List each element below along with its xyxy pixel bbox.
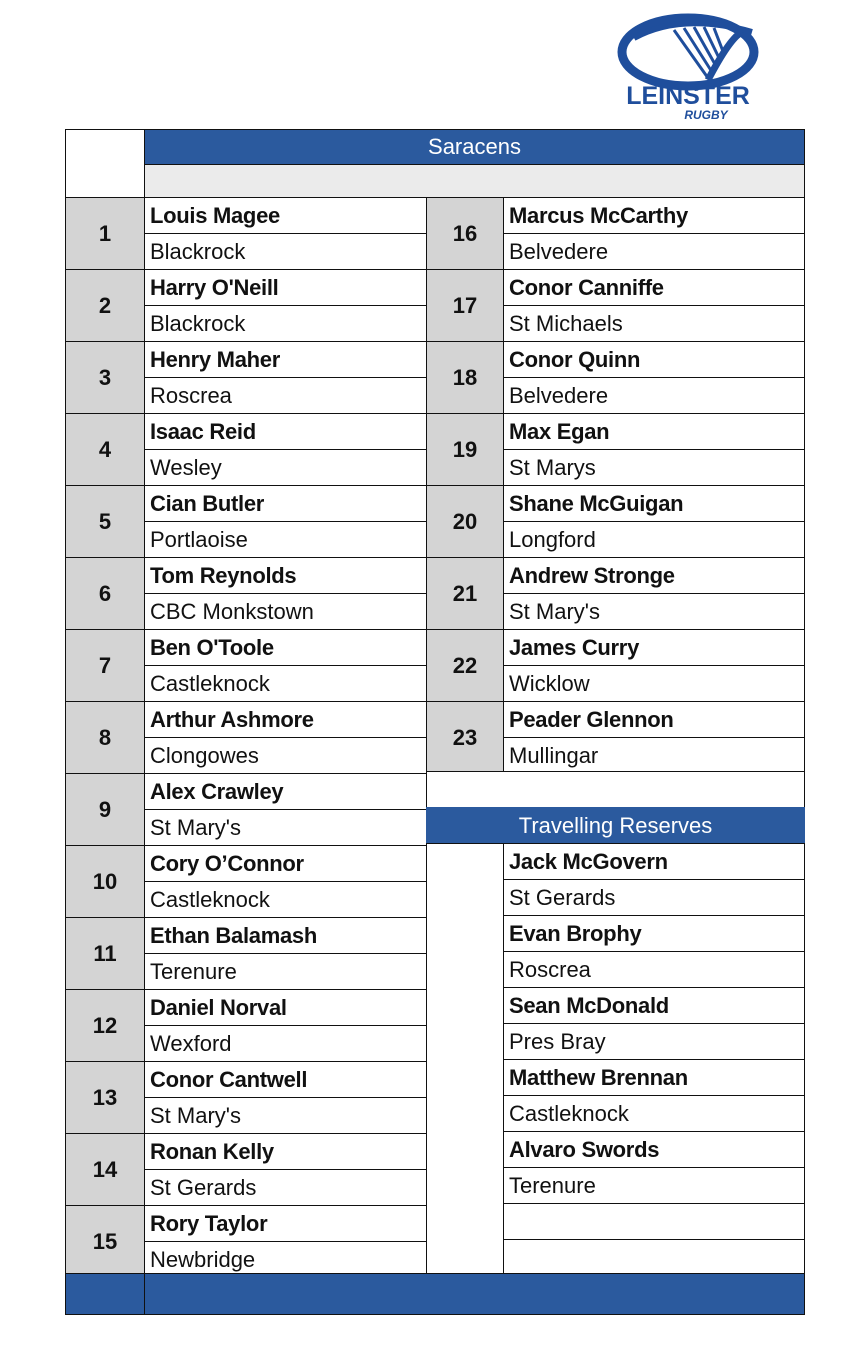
player-name-text: Harry O'Neill — [150, 274, 279, 300]
travelling-blank-column — [426, 843, 504, 1274]
jersey-number — [65, 701, 145, 774]
player-name-text: Henry Maher — [150, 346, 280, 372]
player-name-text: Cian Butler — [150, 490, 265, 516]
player-name — [144, 1133, 427, 1170]
reserve-club — [503, 951, 805, 988]
reserve-club-text: Terenure — [509, 1172, 596, 1198]
reserve-club-text: Roscrea — [509, 956, 591, 982]
reserve-name — [503, 843, 805, 880]
player-club-text: Newbridge — [150, 1246, 256, 1272]
reserve-name — [503, 915, 805, 952]
reserve-name — [503, 1131, 805, 1168]
jersey-number — [426, 197, 504, 270]
reserve-club-text: Pres Bray — [509, 1028, 606, 1054]
player-name-text: Ethan Balamash — [150, 922, 317, 948]
team-title-bar — [144, 129, 805, 165]
player-club — [503, 233, 805, 270]
player-name — [144, 557, 427, 594]
player-club-text: Longford — [509, 526, 596, 552]
player-club-text: St Mary's — [150, 814, 241, 840]
player-club-text: Castleknock — [150, 886, 270, 912]
jersey-number-text: 11 — [93, 940, 117, 966]
player-club — [144, 377, 427, 414]
player-name-text: James Curry — [509, 634, 639, 660]
jersey-number — [65, 629, 145, 702]
reserve-club-text: Castleknock — [509, 1100, 629, 1126]
jersey-number-text: 14 — [92, 1156, 118, 1182]
player-name-text: Ronan Kelly — [150, 1138, 274, 1164]
jersey-number-text: 20 — [452, 508, 478, 534]
reserve-name-text: Alvaro Swords — [509, 1136, 660, 1162]
jersey-number — [65, 557, 145, 630]
jersey-number-text: 4 — [98, 436, 112, 462]
travelling-reserves-header — [426, 807, 805, 844]
jersey-number — [65, 1205, 145, 1278]
player-name-text: Conor Cantwell — [150, 1066, 308, 1092]
player-club — [144, 809, 427, 846]
player-name — [144, 773, 427, 810]
player-name-text: Max Egan — [509, 418, 610, 444]
player-club — [503, 305, 805, 342]
player-club — [144, 881, 427, 918]
jersey-number — [426, 701, 504, 774]
player-name — [503, 629, 805, 666]
jersey-number — [426, 557, 504, 630]
player-club-text: Terenure — [150, 958, 237, 984]
player-name-text: Rory Taylor — [150, 1210, 268, 1236]
player-name-text: Marcus McCarthy — [509, 202, 688, 228]
jersey-number — [426, 413, 504, 486]
player-club-text: Blackrock — [150, 238, 246, 264]
corner-cell — [65, 129, 145, 198]
player-club — [503, 449, 805, 486]
jersey-number — [65, 413, 145, 486]
jersey-number-text: 6 — [98, 580, 112, 606]
reserve-club — [503, 879, 805, 916]
player-name — [144, 269, 427, 306]
jersey-number-text: 3 — [98, 364, 112, 390]
jersey-number — [65, 773, 145, 846]
jersey-number-text: 15 — [92, 1228, 118, 1254]
player-club-text: Clongowes — [150, 742, 259, 768]
player-name-text: Daniel Norval — [150, 994, 287, 1020]
player-name — [144, 629, 427, 666]
reserve-name — [503, 1203, 805, 1240]
reserve-club-text: St Gerards — [509, 884, 616, 910]
player-club-text: Portlaoise — [150, 526, 248, 552]
leinster-logo — [612, 8, 764, 124]
player-club — [144, 1097, 427, 1134]
player-name-text: Louis Magee — [150, 202, 280, 228]
player-name-text: Conor Quinn — [509, 346, 641, 372]
player-club-text: St Mary's — [509, 598, 600, 624]
player-name-text: Shane McGuigan — [509, 490, 684, 516]
player-name — [144, 845, 427, 882]
player-name — [503, 197, 805, 234]
player-club-text: Castleknock — [150, 670, 270, 696]
reserve-name-text: Evan Brophy — [509, 920, 642, 946]
player-name — [144, 917, 427, 954]
reserve-name-text: Sean McDonald — [509, 992, 669, 1018]
reserve-club — [503, 1239, 805, 1276]
jersey-number — [65, 197, 145, 270]
travelling-reserves-title: Travelling Reserves — [518, 812, 713, 838]
jersey-number-text: 7 — [98, 652, 112, 678]
jersey-number — [65, 485, 145, 558]
player-name-text: Andrew Stronge — [509, 562, 675, 588]
player-name-text: Arthur Ashmore — [150, 706, 314, 732]
player-name — [503, 413, 805, 450]
footer-bar-right — [144, 1273, 805, 1315]
jersey-number-text: 23 — [452, 724, 478, 750]
player-name — [503, 557, 805, 594]
player-name — [503, 485, 805, 522]
player-club-text: Belvedere — [509, 238, 609, 264]
player-name — [144, 341, 427, 378]
player-name-text: Peader Glennon — [509, 706, 674, 732]
player-club-text: St Mary's — [150, 1102, 241, 1128]
logo-sub-text: RUGBY — [684, 108, 728, 122]
player-name-text: Tom Reynolds — [150, 562, 297, 588]
footer-bar-left — [65, 1273, 145, 1315]
player-club — [144, 449, 427, 486]
jersey-number-text: 17 — [452, 292, 478, 318]
leinster-crest-icon — [612, 8, 764, 124]
jersey-number-text: 5 — [98, 508, 112, 534]
jersey-number-text: 22 — [452, 652, 478, 678]
player-name — [144, 1205, 427, 1242]
jersey-number — [426, 485, 504, 558]
jersey-number-text: 8 — [98, 724, 112, 750]
reserve-club — [503, 1095, 805, 1132]
jersey-number-text: 21 — [452, 580, 478, 606]
jersey-number-text: 16 — [452, 220, 478, 246]
player-club — [144, 953, 427, 990]
player-name — [503, 341, 805, 378]
reserve-name — [503, 987, 805, 1024]
player-name — [503, 701, 805, 738]
jersey-number — [65, 989, 145, 1062]
logo-brand-text: LEINSTER — [626, 82, 750, 110]
jersey-number — [65, 341, 145, 414]
player-club — [144, 1169, 427, 1206]
reserve-club — [503, 1023, 805, 1060]
player-club — [503, 593, 805, 630]
player-club-text: Wexford — [150, 1030, 232, 1056]
reserve-name-text: Matthew Brennan — [509, 1064, 688, 1090]
player-club — [144, 737, 427, 774]
player-name — [144, 1061, 427, 1098]
player-name-text: Conor Canniffe — [509, 274, 664, 300]
player-club-text: St Michaels — [509, 310, 623, 336]
player-name — [144, 485, 427, 522]
jersey-number — [65, 1133, 145, 1206]
player-name — [503, 269, 805, 306]
player-club-text: Wicklow — [509, 670, 590, 696]
player-name-text: Ben O'Toole — [150, 634, 274, 660]
jersey-number — [65, 845, 145, 918]
player-club — [144, 233, 427, 270]
player-club-text: Belvedere — [509, 382, 609, 408]
player-name-text: Isaac Reid — [150, 418, 256, 444]
player-name — [144, 701, 427, 738]
jersey-number — [65, 1061, 145, 1134]
jersey-number-text: 2 — [98, 292, 112, 318]
player-club-text: Blackrock — [150, 310, 246, 336]
jersey-number-text: 13 — [92, 1084, 118, 1110]
player-club — [144, 665, 427, 702]
player-club-text: Wesley — [150, 454, 222, 480]
jersey-number — [426, 629, 504, 702]
jersey-number-text: 19 — [452, 436, 478, 462]
jersey-number — [65, 269, 145, 342]
spacer-cell — [426, 771, 805, 808]
player-name-text: Alex Crawley — [150, 778, 284, 804]
reserve-club — [503, 1167, 805, 1204]
player-club-text: St Marys — [509, 454, 596, 480]
player-club — [503, 665, 805, 702]
player-name-text: Cory O’Connor — [150, 850, 304, 876]
player-club — [144, 521, 427, 558]
player-club-text: St Gerards — [150, 1174, 257, 1200]
jersey-number-text: 18 — [452, 364, 478, 390]
team-subtitle-bar — [144, 164, 805, 198]
reserve-name-text: Jack McGovern — [509, 848, 668, 874]
player-club — [144, 593, 427, 630]
jersey-number — [65, 917, 145, 990]
team-title: Saracens — [428, 134, 521, 159]
jersey-number — [426, 269, 504, 342]
player-club — [503, 521, 805, 558]
jersey-number-text: 9 — [98, 796, 112, 822]
player-club-text: Roscrea — [150, 382, 232, 408]
jersey-number-text: 10 — [92, 868, 118, 894]
player-club — [144, 305, 427, 342]
player-club-text: CBC Monkstown — [150, 598, 314, 624]
player-name — [144, 989, 427, 1026]
player-name — [144, 197, 427, 234]
player-club-text: Mullingar — [509, 742, 599, 768]
jersey-number-text: 12 — [92, 1012, 118, 1038]
player-club — [503, 377, 805, 414]
player-name — [144, 413, 427, 450]
reserve-name — [503, 1059, 805, 1096]
player-club — [503, 737, 805, 774]
jersey-number — [426, 341, 504, 414]
player-club — [144, 1025, 427, 1062]
jersey-number-text: 1 — [98, 220, 112, 246]
